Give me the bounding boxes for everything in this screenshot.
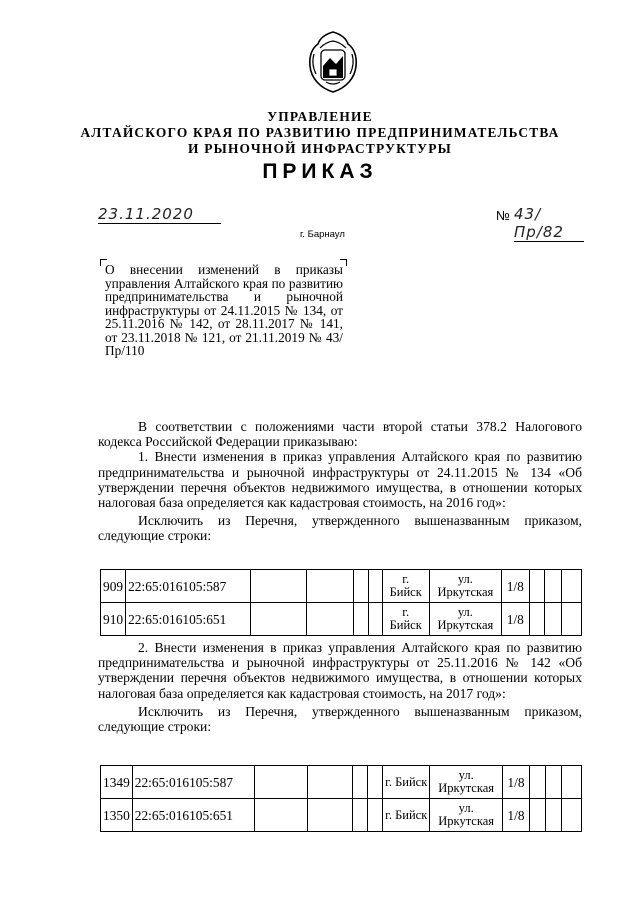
table-row [101,570,582,603]
empty-cell [308,799,352,832]
city-cell: г. Бийск [382,603,429,636]
document-date: 23.11.2020 [98,205,221,224]
empty-cell [529,603,545,636]
exclude-2: Исключить из Перечня, утвержденного вышеназванным приказом, следующие строки: [98,703,582,735]
empty-cell [352,766,368,799]
empty-cell [545,570,562,603]
city-cell: г. Бийск [382,570,429,603]
order-body-2 [98,640,582,734]
empty-cell [368,766,383,799]
org-name-line-2: АЛТАЙСКОГО КРАЯ ПО РАЗВИТИЮ ПРЕДПРИНИМАТЕЛЬСТВА [80,125,560,140]
street-cell: ул. Иркутская [429,603,502,636]
street-cell: ул. Иркутская [429,570,502,603]
table-row [101,799,582,832]
row-number: 910 [101,603,126,636]
cadastral-number: 22:65:016105:587 [132,766,254,799]
empty-cell [354,570,369,603]
share-cell: 1/8 [502,570,529,603]
empty-cell [368,799,383,832]
empty-cell [251,570,307,603]
street-cell: ул. Иркутская [430,799,502,832]
document-title: ПРИКАЗ [262,160,378,183]
cadastral-number: 22:65:016105:587 [126,570,251,603]
empty-cell [368,603,382,636]
empty-cell [530,766,546,799]
row-number: 909 [101,570,126,603]
empty-cell [545,766,561,799]
org-name-line-1: УПРАВЛЕНИЕ [267,109,373,124]
subject-text [105,263,343,358]
org-name-line-3: И РЫНОЧНОЙ ИНФРАСТРУКТУРЫ [188,141,452,156]
share-cell: 1/8 [502,766,529,799]
row-number: 1350 [101,799,133,832]
city-label: г. Барнаул [300,229,345,240]
empty-cell [368,570,382,603]
exclude-1: Исключить из Перечня, утвержденного вышеназванным приказом, следующие строки: [98,513,582,544]
empty-cell [307,603,354,636]
city-cell: г. Бийск [382,766,430,799]
item-1: 1. Внести изменения в приказ управления Алтайского края по развитию предпринимательства и рыночной инфраструктуры от 24.11.2015 № 134 «Об утверждении перечня объектов недвижимого имущества, в отношении которых налоговая база определяется как кадастровая стоимость, на 2016 год»: [98,449,582,511]
coat-of-arms-icon [306,30,360,94]
row-number: 1349 [101,766,133,799]
empty-cell [307,570,354,603]
order-body-1 [98,419,582,544]
table-row [101,603,582,636]
empty-cell [562,766,582,799]
empty-cell [545,603,562,636]
empty-cell [530,799,546,832]
share-cell: 1/8 [502,603,529,636]
empty-cell [545,799,561,832]
preamble: В соответствии с положениями части второй статьи 378.2 Налогового кодекса Российской Федерации приказываю: [98,419,582,450]
empty-cell [255,799,308,832]
table-row [101,766,582,799]
empty-cell [251,603,307,636]
subject-paragraph: О внесении изменений в приказы управления Алтайского края по развитию предпринимательства и рыночной инфраструктуры от 24.11.2015 № 134, от 25.11.2016 № 142, от 28.11.2017 № 141, от 23.11.2018 № 121, от 21.11.2019 № 43/Пр/110 [105,262,343,358]
number-label: № [496,208,510,223]
city-cell: г. Бийск [382,799,430,832]
empty-cell [255,766,308,799]
item-2: 2. Внести изменения в приказ управления Алтайского края по развитию предпринимательства и рыночной инфраструктуры от 25.11.2016 № 142 «Об утверждении перечня объектов недвижимого имущества, в отношении которых налоговая база определяется как кадастровая стоимость, на 2017 год»: [98,640,582,701]
empty-cell [561,603,581,636]
empty-cell [352,799,368,832]
empty-cell [562,799,582,832]
document-number: 43/Пр/82 [514,205,584,242]
empty-cell [529,570,545,603]
cadastral-number: 22:65:016105:651 [126,603,251,636]
excluded-rows-table-2 [100,765,582,832]
empty-cell [561,570,581,603]
street-cell: ул. Иркутская [430,766,502,799]
share-cell: 1/8 [502,799,529,832]
empty-cell [354,603,369,636]
excluded-rows-table-1 [100,569,582,636]
cadastral-number: 22:65:016105:651 [132,799,254,832]
empty-cell [308,766,352,799]
